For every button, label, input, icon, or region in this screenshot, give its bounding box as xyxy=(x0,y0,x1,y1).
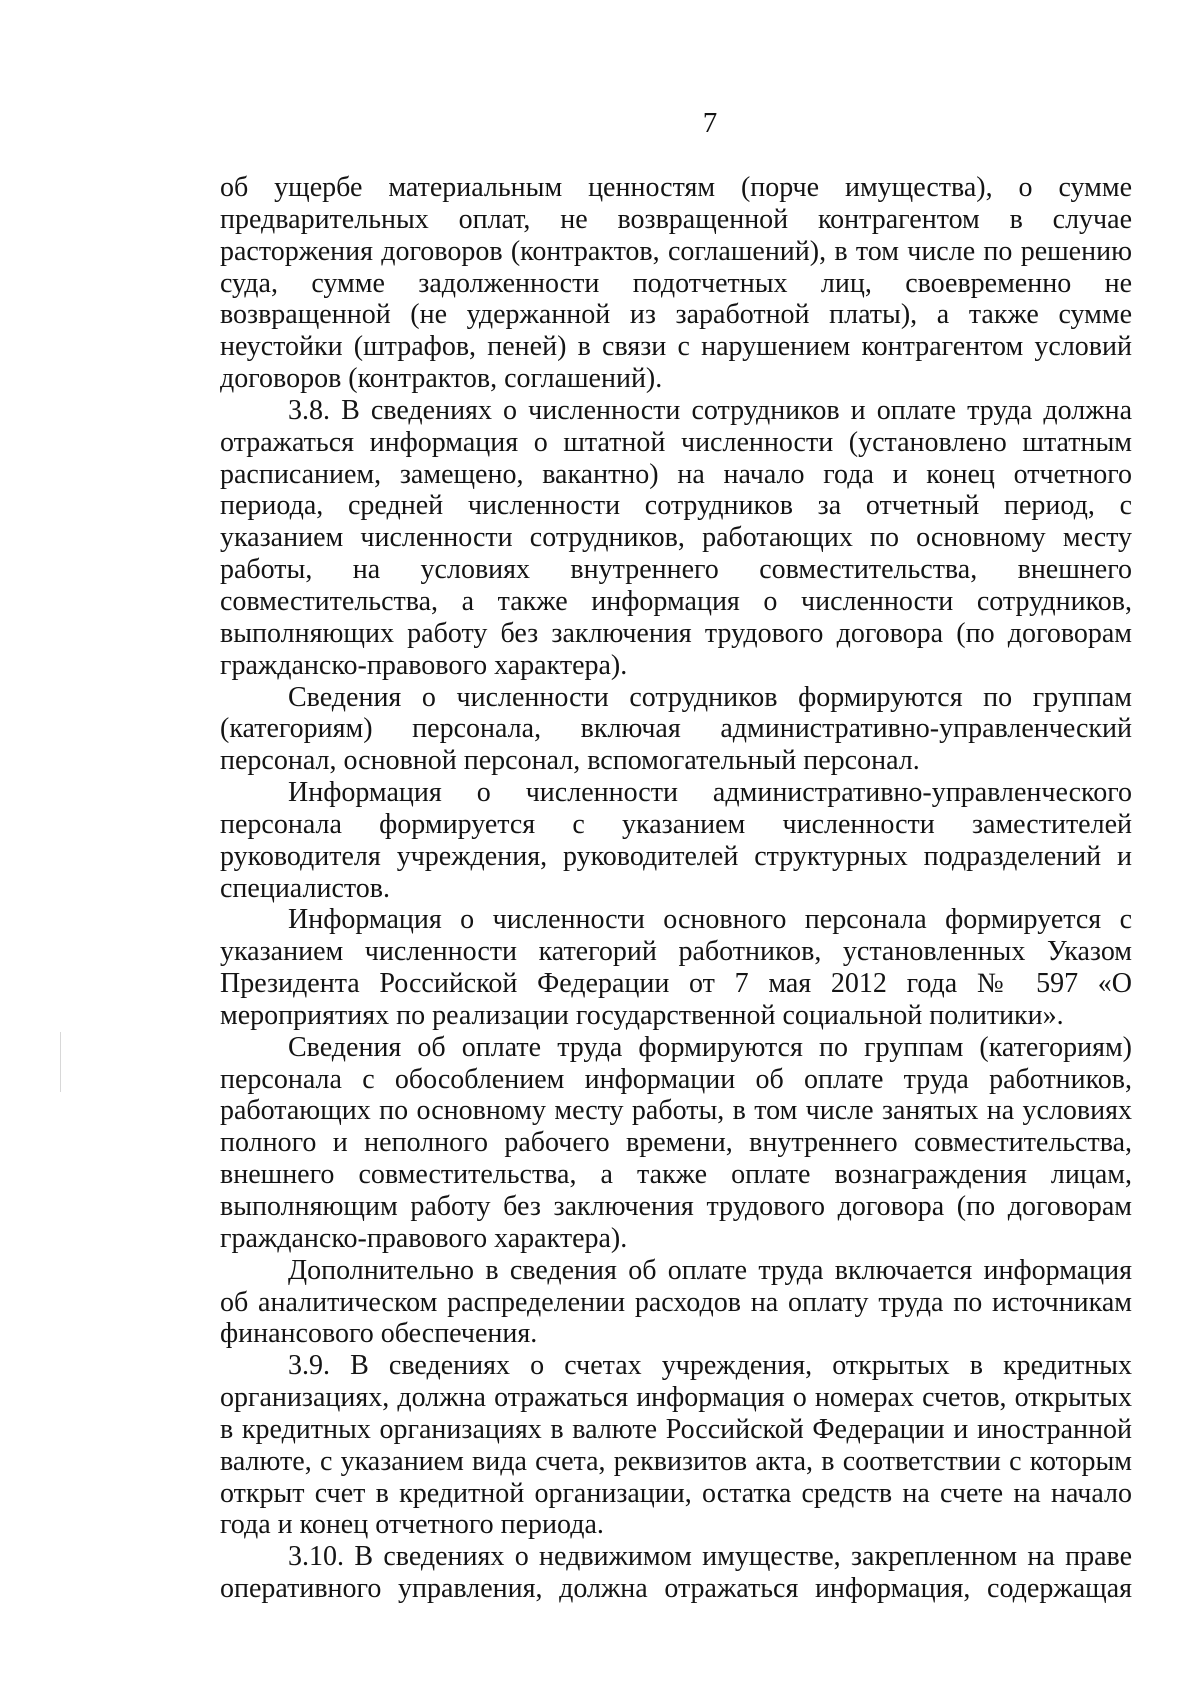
paragraph-payroll-groups: Сведения об оплате труда формируются по группам (категориям) персонала с обособлением информации об оплате труда работников, работающих по основному месту работы, в том числе занятых на условиях полного и неполного рабочего времени, внутреннего совместительства, внешнего совместительства, а также оплате вознаграждения лицам, выполняющим работу без заключения трудового договора (по договорам гражданско-правового характера). xyxy=(220,1031,1132,1254)
paragraph-staff-groups: Сведения о численности сотрудников формируются по группам (категориям) персонала, включая административно-управленческий персонал, основной персонал, вспомогательный персонал. xyxy=(220,681,1132,777)
paragraph-3-10-real-estate: 3.10. В сведениях о недвижимом имуществе, закрепленном на праве оперативного управления, должна отражаться информация, содержащая xyxy=(220,1541,1132,1605)
paragraph-admin-staff: Информация о численности административно-управленческого персонала формируется с указанием численности заместителей руководителя учреждения, руководителей структурных подразделений и специалистов. xyxy=(220,777,1132,904)
paragraph-3-8-staff-info: 3.8. В сведениях о численности сотрудников и оплате труда должна отражаться информация о штатной численности (установлено штатным расписанием, замещено, вакантно) на начало года и конец отчетного периода, средней численности сотрудников за отчетный период, с указанием численности сотрудников, работающих по основному месту работы, на условиях внутреннего совместительства, внешнего совместительства, а также информация о численности сотрудников, выполняющих работу без заключения трудового договора (по договорам гражданско-правового характера). xyxy=(220,394,1132,681)
document-body xyxy=(220,172,1132,1605)
paragraph-payroll-sources: Дополнительно в сведения об оплате труда включается информация об аналитическом распределении расходов на оплату труда по источникам финансового обеспечения. xyxy=(220,1254,1132,1350)
paragraph-damage-continuation: об ущербе материальным ценностям (порче имущества), о сумме предварительных оплат, не возвращенной контрагентом в случае расторжения договоров (контрактов, соглашений), в том числе по решению суда, сумме задолженности подотчетных лиц, своевременно не возвращенной (не удержанной из заработной платы), а также сумме неустойки (штрафов, пеней) в связи с нарушением контрагентом условий договоров (контрактов, соглашений). xyxy=(220,172,1132,395)
paragraph-core-staff: Информация о численности основного персонала формируется с указанием численности категорий работников, установленных Указом Президента Российской Федерации от 7 мая 2012 года № 597 «О мероприятиях по реализации государственной социальной политики». xyxy=(220,904,1132,1031)
scan-margin-mark xyxy=(60,1032,61,1092)
page-number: 7 xyxy=(702,107,718,139)
paragraph-3-9-bank-accounts: 3.9. В сведениях о счетах учреждения, открытых в кредитных организациях, должна отражаться информация о номерах счетов, открытых в кредитных организациях в валюте Российской Федерации и иностранной валюте, с указанием вида счета, реквизитов акта, в соответствии с которым открыт счет в кредитной организации, остатка средств на счете на начало года и конец отчетного периода. xyxy=(220,1350,1132,1541)
